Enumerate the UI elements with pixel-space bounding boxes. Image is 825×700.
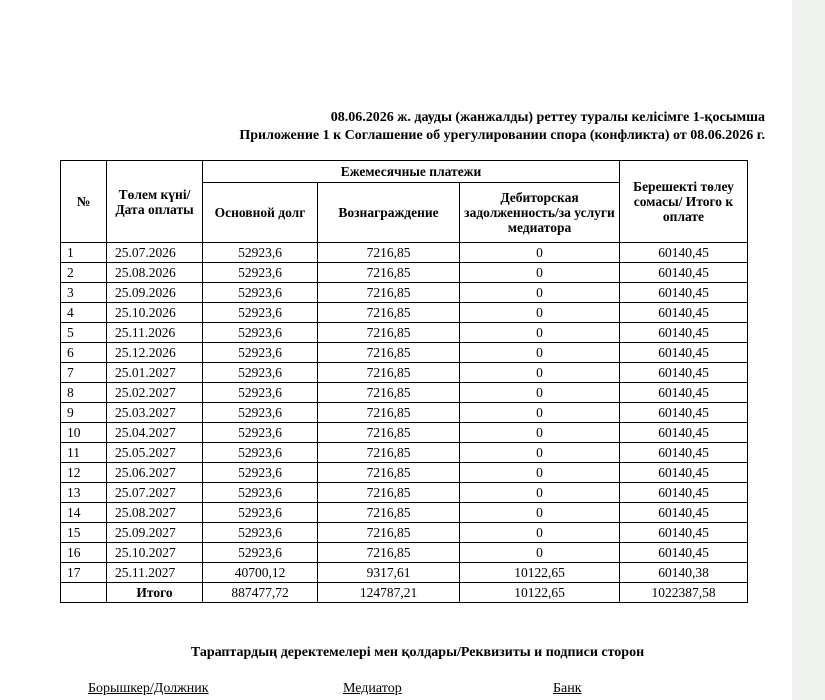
- row-reward: 9317,61: [318, 563, 460, 583]
- row-number: 17: [61, 563, 107, 583]
- header-payment-date: Төлем күні/ Дата оплаты: [107, 161, 203, 243]
- row-reward: 7216,85: [318, 243, 460, 263]
- row-number: 3: [61, 283, 107, 303]
- row-total: 60140,45: [620, 503, 748, 523]
- row-date: 25.10.2026: [107, 303, 203, 323]
- row-date: 25.11.2026: [107, 323, 203, 343]
- row-date: 25.10.2027: [107, 543, 203, 563]
- row-number: 13: [61, 483, 107, 503]
- table-row: [61, 543, 748, 563]
- row-reward: 7216,85: [318, 423, 460, 443]
- total-label: Итого: [107, 583, 203, 603]
- row-total: 60140,45: [620, 283, 748, 303]
- row-total: 60140,45: [620, 463, 748, 483]
- row-date: 25.11.2027: [107, 563, 203, 583]
- row-date: 25.08.2027: [107, 503, 203, 523]
- row-date: 25.05.2027: [107, 443, 203, 463]
- row-date: 25.01.2027: [107, 363, 203, 383]
- row-principal: 52923,6: [203, 363, 318, 383]
- table-row: [61, 463, 748, 483]
- row-reward: 7216,85: [318, 383, 460, 403]
- row-number: 11: [61, 443, 107, 463]
- row-number: 8: [61, 383, 107, 403]
- appendix-heading-kz: 08.06.2026 ж. дауды (жанжалды) реттеу туралы келісімге 1-қосымша: [330, 110, 765, 125]
- total-sum: 1022387,58: [620, 583, 748, 603]
- row-principal: 52923,6: [203, 303, 318, 323]
- row-principal: 52923,6: [203, 343, 318, 363]
- row-receivable: 0: [460, 383, 620, 403]
- row-number: 15: [61, 523, 107, 543]
- row-principal: 52923,6: [203, 463, 318, 483]
- row-reward: 7216,85: [318, 463, 460, 483]
- row-principal: 52923,6: [203, 263, 318, 283]
- row-date: 25.03.2027: [107, 403, 203, 423]
- row-number: 10: [61, 423, 107, 443]
- row-date: 25.04.2027: [107, 423, 203, 443]
- row-principal: 52923,6: [203, 543, 318, 563]
- table-row: [61, 383, 748, 403]
- table-row: [61, 503, 748, 523]
- total-row: [61, 583, 748, 603]
- row-principal: 52923,6: [203, 283, 318, 303]
- total-receivable: 10122,65: [460, 583, 620, 603]
- header-receivable: Дебиторская задолженность/за услуги медиатора: [460, 183, 620, 243]
- appendix-heading-ru: Приложение 1 к Соглашение об урегулировании спора (конфликта) от 08.06.2026 г.: [239, 128, 765, 143]
- row-number: 14: [61, 503, 107, 523]
- row-receivable: 0: [460, 363, 620, 383]
- total-reward: 124787,21: [318, 583, 460, 603]
- row-total: 60140,45: [620, 343, 748, 363]
- schedule-rows: [61, 243, 748, 583]
- row-principal: 40700,12: [203, 563, 318, 583]
- table-row: [61, 303, 748, 323]
- table-row: [61, 323, 748, 343]
- row-reward: 7216,85: [318, 363, 460, 383]
- row-date: 25.09.2027: [107, 523, 203, 543]
- row-principal: 52923,6: [203, 383, 318, 403]
- table-row: [61, 263, 748, 283]
- table-row: [61, 363, 748, 383]
- table-row: [61, 403, 748, 423]
- row-principal: 52923,6: [203, 403, 318, 423]
- row-reward: 7216,85: [318, 523, 460, 543]
- row-receivable: 10122,65: [460, 563, 620, 583]
- row-reward: 7216,85: [318, 323, 460, 343]
- row-total: 60140,45: [620, 243, 748, 263]
- row-receivable: 0: [460, 403, 620, 423]
- row-reward: 7216,85: [318, 483, 460, 503]
- row-principal: 52923,6: [203, 483, 318, 503]
- row-reward: 7216,85: [318, 263, 460, 283]
- row-number: 6: [61, 343, 107, 363]
- row-date: 25.07.2027: [107, 483, 203, 503]
- total-empty-cell: [61, 583, 107, 603]
- row-receivable: 0: [460, 503, 620, 523]
- bank-label: Банк: [553, 681, 582, 696]
- row-date: 25.09.2026: [107, 283, 203, 303]
- row-principal: 52923,6: [203, 243, 318, 263]
- table-row: [61, 343, 748, 363]
- row-receivable: 0: [460, 523, 620, 543]
- row-total: 60140,45: [620, 383, 748, 403]
- row-principal: 52923,6: [203, 523, 318, 543]
- row-reward: 7216,85: [318, 343, 460, 363]
- row-number: 16: [61, 543, 107, 563]
- row-number: 12: [61, 463, 107, 483]
- row-date: 25.02.2027: [107, 383, 203, 403]
- row-receivable: 0: [460, 423, 620, 443]
- row-principal: 52923,6: [203, 423, 318, 443]
- table-row: [61, 423, 748, 443]
- table-row: [61, 283, 748, 303]
- row-number: 2: [61, 263, 107, 283]
- row-receivable: 0: [460, 543, 620, 563]
- row-total: 60140,45: [620, 543, 748, 563]
- header-number: №: [61, 161, 107, 243]
- table-row: [61, 243, 748, 263]
- row-receivable: 0: [460, 263, 620, 283]
- row-total: 60140,45: [620, 403, 748, 423]
- row-number: 1: [61, 243, 107, 263]
- table-row: [61, 523, 748, 543]
- table-row: [61, 483, 748, 503]
- row-principal: 52923,6: [203, 503, 318, 523]
- row-number: 5: [61, 323, 107, 343]
- row-total: 60140,45: [620, 263, 748, 283]
- row-total: 60140,45: [620, 443, 748, 463]
- row-total: 60140,45: [620, 323, 748, 343]
- row-receivable: 0: [460, 303, 620, 323]
- page-edge-strip: [792, 0, 825, 700]
- header-principal: Основной долг: [203, 183, 318, 243]
- row-receivable: 0: [460, 463, 620, 483]
- table-row: [61, 443, 748, 463]
- row-number: 4: [61, 303, 107, 323]
- row-total: 60140,45: [620, 483, 748, 503]
- row-reward: 7216,85: [318, 403, 460, 423]
- row-total: 60140,45: [620, 363, 748, 383]
- row-number: 9: [61, 403, 107, 423]
- row-total: 60140,45: [620, 423, 748, 443]
- header-monthly-payments: Ежемесячные платежи: [203, 161, 620, 183]
- total-principal: 887477,72: [203, 583, 318, 603]
- row-receivable: 0: [460, 443, 620, 463]
- row-reward: 7216,85: [318, 283, 460, 303]
- row-date: 25.12.2026: [107, 343, 203, 363]
- row-date: 25.07.2026: [107, 243, 203, 263]
- row-date: 25.06.2027: [107, 463, 203, 483]
- row-principal: 52923,6: [203, 443, 318, 463]
- row-total: 60140,38: [620, 563, 748, 583]
- row-receivable: 0: [460, 243, 620, 263]
- signatures-title: Тараптардың деректемелері мен қолдары/Реквизиты и подписи сторон: [190, 645, 645, 660]
- mediator-label: Медиатор: [343, 681, 402, 696]
- row-receivable: 0: [460, 483, 620, 503]
- row-reward: 7216,85: [318, 503, 460, 523]
- header-reward: Вознаграждение: [318, 183, 460, 243]
- row-reward: 7216,85: [318, 443, 460, 463]
- row-principal: 52923,6: [203, 323, 318, 343]
- payment-schedule-table: [60, 160, 748, 603]
- row-number: 7: [61, 363, 107, 383]
- table-row: [61, 563, 748, 583]
- row-receivable: 0: [460, 343, 620, 363]
- debtor-label: Борышкер/Должник: [88, 681, 209, 696]
- row-receivable: 0: [460, 323, 620, 343]
- row-reward: 7216,85: [318, 543, 460, 563]
- header-total-to-pay: Берешекті төлеу сомасы/ Итого к оплате: [620, 161, 748, 243]
- row-receivable: 0: [460, 283, 620, 303]
- row-reward: 7216,85: [318, 303, 460, 323]
- row-date: 25.08.2026: [107, 263, 203, 283]
- row-total: 60140,45: [620, 303, 748, 323]
- row-total: 60140,45: [620, 523, 748, 543]
